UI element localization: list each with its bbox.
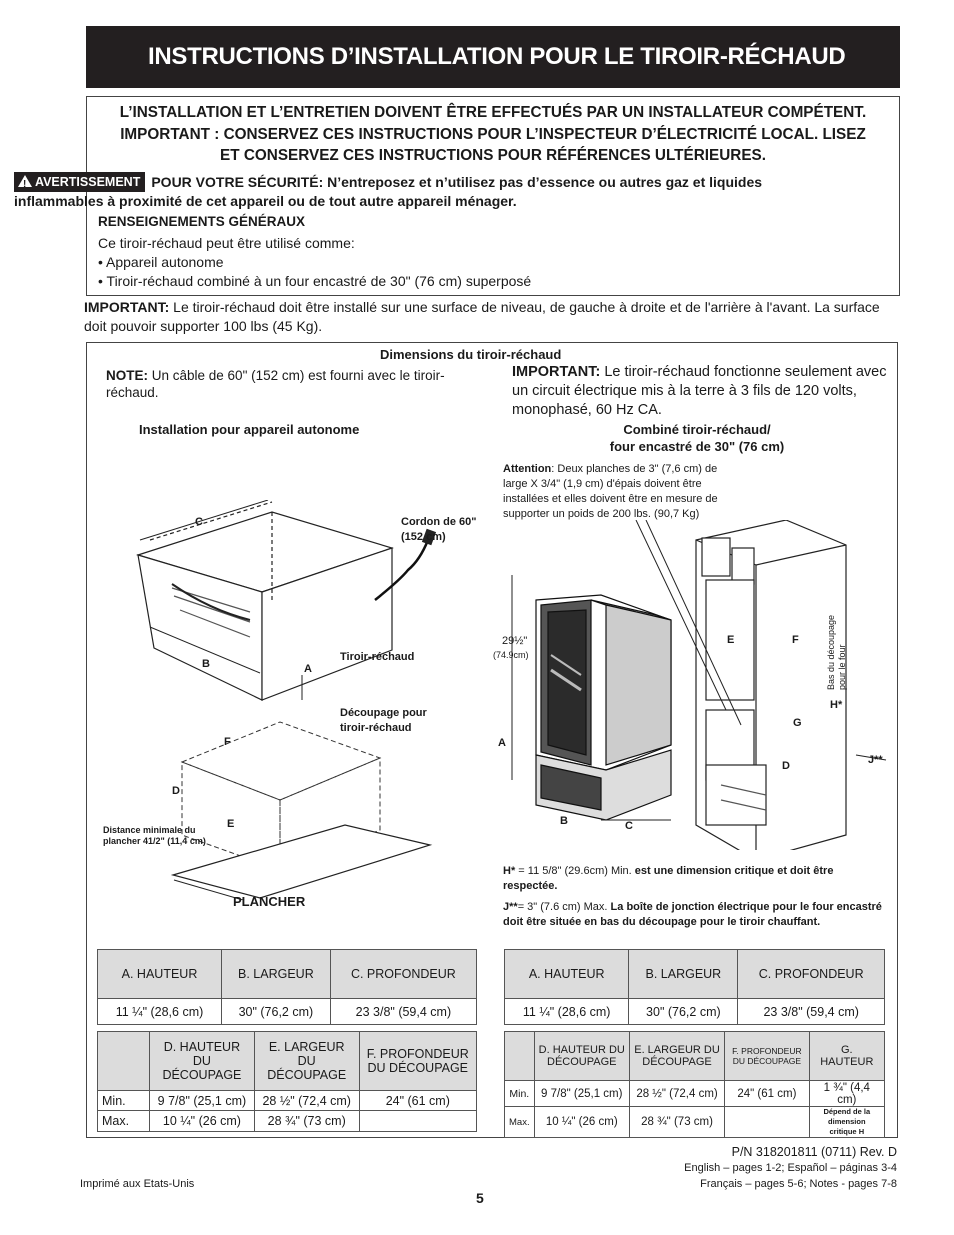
table-cell: 11 ¼" (28,6 cm) (505, 999, 629, 1025)
table-cell: 28 ¾" (73 cm) (254, 1111, 359, 1132)
dimensions-title: Dimensions du tiroir-réchaud (380, 347, 562, 362)
h-note-value: = 11 5/8" (29.6cm) Min. (515, 865, 635, 877)
attention-note (503, 462, 718, 522)
right-title-line-2: four encastré de 30" (76 cm) (609, 439, 785, 454)
table-header: F. PROFONDEUR DU DÉCOUPAGE (359, 1032, 476, 1091)
general-intro: Ce tiroir-réchaud peut être utilisé comme: (98, 235, 355, 251)
label-j-right: J** (868, 754, 883, 766)
table-header: C. PROFONDEUR (330, 950, 476, 999)
label-g-right: G (793, 717, 802, 729)
page-number: 5 (476, 1190, 484, 1206)
label-a-left: A (304, 663, 312, 675)
table-cell (359, 1111, 476, 1132)
cutout-bottom-label: Bas du découpage pour le four (826, 614, 847, 690)
table-row-label: Max. (98, 1111, 150, 1132)
wall-oven (536, 595, 671, 770)
h-note (503, 864, 883, 894)
table-cell: 10 ¼" (26 cm) (150, 1111, 255, 1132)
table-header: E. LARGEUR DU DÉCOUPAGE (629, 1032, 724, 1081)
label-c-right: C (625, 820, 633, 832)
important-text: Le tiroir-réchaud doit être installé sur une surface de niveau, de gauche à droite et de l'arrière à l'avant. La surface doit pouvoir supporter 100 lbs (45 Kg). (84, 299, 880, 334)
label-d-right: D (782, 760, 790, 772)
table-row-label: Min. (98, 1091, 150, 1111)
table-header: D. HAUTEUR DU DÉCOUPAGE (534, 1032, 629, 1081)
label-f-left: F (224, 736, 231, 748)
warning-badge (14, 172, 145, 192)
label-b-left: B (202, 658, 210, 670)
warning-triangle-icon: ! (18, 175, 32, 187)
j-note-label: J** (503, 901, 518, 913)
table-header: G. HAUTEUR (809, 1032, 884, 1081)
general-text (98, 234, 531, 291)
left-cutout-table (97, 1031, 477, 1132)
table-cell: 23 3/8" (59,4 cm) (330, 999, 476, 1025)
table-cell: 28 ¾" (73 cm) (629, 1107, 724, 1138)
table-cell: 23 3/8" (59,4 cm) (738, 999, 885, 1025)
header-line-1: L’INSTALLATION ET L’ENTRETIEN DOIVENT ÊTRE EFFECTUÉS PAR UN INSTALLATEUR COMPÉTENT. (119, 104, 867, 121)
label-a-right: A (498, 737, 506, 749)
note-paragraph (106, 367, 491, 401)
left-dimension-table (97, 949, 477, 1025)
warning-paragraph (14, 172, 804, 210)
warning-badge-label: AVERTISSEMENT (35, 175, 141, 189)
table-empty-header (98, 1032, 150, 1091)
table-header: A. HAUTEUR (98, 950, 222, 999)
table-header: B. LARGEUR (629, 950, 738, 999)
height-inches-label: 29½" (502, 635, 528, 647)
table-cell: 28 ½" (72,4 cm) (629, 1081, 724, 1107)
cabinet (696, 520, 846, 850)
right-dimension-table (504, 949, 885, 1025)
table-cell: 10 ¼" (26 cm) (534, 1107, 629, 1138)
table-cell: 9 7/8" (25,1 cm) (534, 1081, 629, 1107)
cutout-label: Découpage pour tiroir-réchaud (340, 707, 427, 734)
h-note-label: H* (503, 865, 516, 877)
j-note-value: = 3" (7.6 cm) Max. (517, 901, 611, 913)
height-cm-label: (74.9cm) (493, 650, 529, 660)
header-line-3: ET CONSERVEZ CES INSTRUCTIONS POUR RÉFÉRENCES ULTÉRIEURES. (220, 147, 766, 164)
j-note (503, 900, 883, 930)
important-paragraph (84, 298, 896, 336)
table-row-label: Min. (505, 1081, 535, 1107)
right-title-line-1: Combiné tiroir-réchaud/ (623, 422, 771, 437)
table-cell: 30" (76,2 cm) (222, 999, 331, 1025)
note-label: NOTE: (106, 368, 148, 383)
electrical-label: IMPORTANT: (512, 364, 601, 380)
attention-label: Attention (503, 463, 552, 475)
page-title: INSTRUCTIONS D’INSTALLATION POUR LE TIROIR-RÉCHAUD (148, 43, 846, 70)
table-header: B. LARGEUR (222, 950, 331, 999)
header-line-2: IMPORTANT : CONSERVEZ CES INSTRUCTIONS POUR L’INSPECTEUR D’ÉLECTRICITÉ LOCAL. LISEZ (120, 125, 866, 143)
part-number: P/N 318201811 (0711) Rev. D (731, 1145, 897, 1159)
general-bullet-1: • Appareil autonome (98, 254, 224, 270)
label-e-right: E (727, 634, 735, 646)
table-header: C. PROFONDEUR (738, 950, 885, 999)
printed-label: Imprimé aux Etats-Unis (80, 1178, 195, 1190)
left-diagram-title: Installation pour appareil autonome (139, 422, 360, 437)
label-e-left: E (227, 818, 235, 830)
drawer-box (138, 502, 392, 700)
general-title: RENSEIGNEMENTS GÉNÉRAUX (98, 214, 306, 229)
attention-text: : Deux planches de 3" (7,6 cm) de large X 3/4" (1,9 cm) d'épais doivent être installées et elles doivent être en mesure de supporter un poids de 200 lbs. (90,7 Kg) (503, 463, 718, 520)
label-b-right: B (560, 815, 568, 827)
table-cell: 1 ¾" (4,4 cm) (809, 1081, 884, 1107)
min-distance-label: Distance minimale du plancher 41/2" (11,4 cm) (103, 825, 206, 846)
electrical-text: Le tiroir-réchaud fonctionne seulement avec un circuit électrique mis à la terre à 3 fils de 120 volts, monophasé, 60 Hz CA. (512, 364, 887, 418)
table-cell: 9 7/8" (25,1 cm) (150, 1091, 255, 1111)
right-cutout-table (504, 1031, 885, 1138)
table-row-label: Max. (505, 1107, 535, 1138)
title-bar (86, 26, 900, 88)
table-empty-header (505, 1032, 535, 1081)
right-diagram-title (547, 421, 847, 455)
table-header: D. HAUTEUR DU DÉCOUPAGE (150, 1032, 255, 1091)
table-header: A. HAUTEUR (505, 950, 629, 999)
label-f-right: F (792, 634, 799, 646)
table-cell: 11 ¼" (28,6 cm) (98, 999, 222, 1025)
table-header: E. LARGEUR DU DÉCOUPAGE (254, 1032, 359, 1091)
cord-label: Cordon de 60" (152 cm) (401, 516, 477, 543)
table-cell (725, 1107, 809, 1138)
table-cell: 24" (61 cm) (359, 1091, 476, 1111)
languages-line-1: English – pages 1-2; Español – páginas 3-4 (684, 1162, 897, 1174)
note-text: Un câble de 60" (152 cm) est fourni avec le tiroir-réchaud. (106, 368, 445, 400)
label-h-right: H* (830, 699, 843, 711)
floor-label: PLANCHER (233, 894, 306, 909)
table-cell: 30" (76,2 cm) (629, 999, 738, 1025)
j-note-text: La boîte de jonction électrique pour le four encastré doit être située en bas du découpage pour le tiroir chauffant. (503, 901, 882, 928)
label-c-left: C (195, 516, 203, 528)
languages-line-2: Français – pages 5-6; Notes - pages 7-8 (700, 1178, 897, 1190)
h-note-text: est une dimension critique et doit être respectée. (503, 865, 834, 892)
table-header: F. PROFONDEUR DU DÉCOUPAGE (725, 1032, 809, 1081)
table-cell: Dépend de la dimension critique H (809, 1107, 884, 1138)
electrical-paragraph (512, 363, 892, 420)
safety-header (87, 102, 899, 167)
drawer-label: Tiroir-réchaud (340, 651, 415, 663)
table-cell: 28 ½" (72,4 cm) (254, 1091, 359, 1111)
warning-text: POUR VOTRE SÉCURITÉ: N’entreposez et n’utilisez pas d’essence ou autres gaz et liquides inflammables à proximité de cet appareil ou de tout autre appareil ménager. (14, 174, 763, 209)
important-label: IMPORTANT: (84, 299, 170, 315)
label-d-left: D (172, 785, 180, 797)
table-cell: 24" (61 cm) (725, 1081, 809, 1107)
general-bullet-2: • Tiroir-réchaud combiné à un four encastré de 30" (76 cm) superposé (98, 273, 532, 289)
